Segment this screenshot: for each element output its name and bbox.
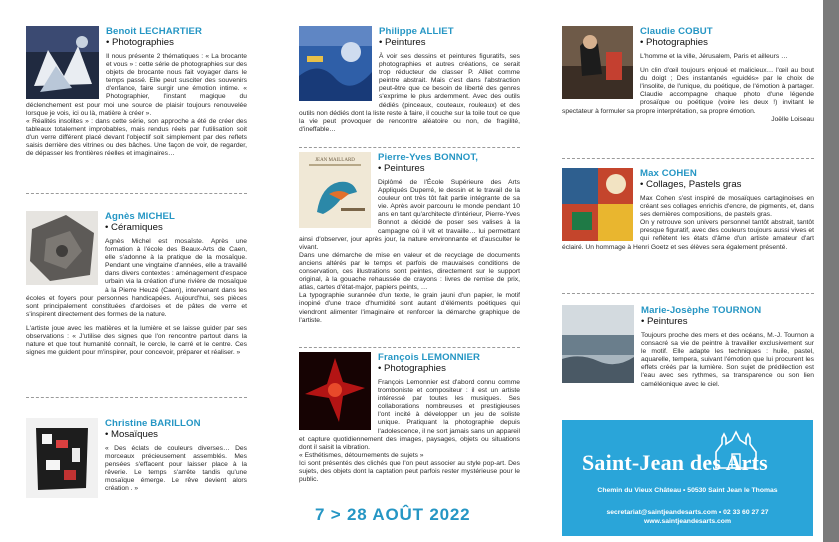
artwork-thumbnail — [26, 211, 98, 285]
artwork-thumbnail — [299, 26, 372, 101]
artist-entry-lechartier — [26, 26, 247, 158]
artist-text: Un clin d'œil toujours enjoué et malicieux… l'œil au bout du doigt ; Des instantanés «guidés» par le choix de l'insolite, de l'unique, du poétique, de l'émotion à partager. Claudie accompagne chaque photo d'une légende prosaïque ou poétique (voire les deux !) invitant le spectateur à formuler sa propre interprétation, sa propre émotion. — [562, 67, 814, 115]
brand-logo: Saint-Jean des Arts — [582, 450, 768, 475]
artist-text: À voir ses dessins et peintures figuratifs, ses photographies et autres créations, ce serait trop réducteur de classer P. Alliet comme peintre abstrait. Mais c'est dans l'abstraction peut-être que ce besoin de liberté des genres s'exprime le plus ardemment. Avec des outils dédiés (pinceaux, couteaux, rouleaux) et des outils non dédiés dont la liste reste à faire, il couche sur la toile tout ce que la vie peut provoquer de rencontre aléatoire ou non, de fragilité, d'ineffable… — [299, 53, 520, 133]
artist-text: Agnès Michel est mosaïste. Après une formation à l'école des Beaux-Arts de Caen, elle s'adonne à la pratique de la mosaïque. Pendant une vingtaine d'années, elle a travaillé dans divers contextes : aménagement d'espace urbain via la création d'une rivière de mosaïque à la Pierre Heuzé (Caen), intervenant dans les écoles et foyers pour personnes handicapées. Aujourd'hui, ses pièces sont principalement constituées d'ardoises et de pâtes de verre et s'inspirent directement des formes de la nature. — [26, 238, 247, 318]
artist-name: Marie-Josèphe TOURNON — [641, 305, 762, 316]
event-dates: 7 > 28 AOÛT 2022 — [315, 505, 471, 524]
artist-text: Dans une démarche de mise en valeur et de recyclage de documents anciens altérés par le temps et parfois de mauvaises conditions de conservation, ces illustrations sont peintes, directement sur le support original, à la gouache rehaussée de crayons : livres de remise de prix, atlas, cartes d'état-major, papiers peints, … — [299, 251, 520, 292]
artist-entry-bonnot — [299, 152, 520, 325]
artist-name: Philippe ALLIET — [379, 26, 454, 37]
artist-category: • Photographies — [299, 363, 520, 375]
artist-category: • Collages, Pastels gras — [562, 179, 814, 191]
page-edge — [823, 0, 839, 542]
artist-text: « Réalités insolites » : dans cette série, son approche a été de créer des tableaux totalement improbables, mais rendus réels par l'utilisation soit d'un verre différent placé devant l'objectif soit simplement par des reflets saisis derrière des vitrines ou des bâches. Une façon de voir, de regarder, de dépasser les frontières réelles et imaginaires… — [26, 117, 247, 158]
artist-entry-lemonnier — [299, 352, 520, 484]
artist-category: • Peintures — [562, 316, 814, 328]
divider — [26, 397, 247, 398]
artist-name: Max COHEN — [640, 168, 697, 179]
artist-entry-cobut — [562, 26, 814, 124]
artwork-thumbnail — [299, 352, 371, 430]
brand-box — [562, 420, 813, 536]
divider — [562, 293, 814, 294]
artist-name: Agnès MICHEL — [105, 211, 175, 222]
artist-text: La typographie surannée d'un texte, le grain jauni d'un papier, le motif inopiné d'une trace d'humidité sont autant d'éléments poétiques qui viendront alimenter l'imaginaire et renforcer la démarche graphique de l'artiste. — [299, 292, 520, 324]
artist-entry-cohen — [562, 168, 814, 252]
artwork-thumbnail — [299, 152, 371, 228]
artist-category: • Photographies — [26, 37, 247, 49]
divider — [299, 347, 520, 348]
brand-website[interactable]: www.saintjeandesarts.com — [643, 518, 731, 525]
artwork-thumbnail — [562, 26, 633, 99]
divider — [26, 193, 247, 194]
brand-contact — [562, 508, 813, 526]
artist-signature: Joëlle Loiseau — [771, 115, 814, 123]
divider — [299, 147, 520, 148]
artist-text: Toujours proche des mers et des océans, M.-J. Tournon a consacré sa vie de peintre à travailler exclusivement sur le motif. Elle adapte les techniques : huile, pastel, aquarelle, tempera, suivant l'émotion que lui procurent les effets créés par la lumière. Son sujet de prédilection est l'eau avec ses rythmes, sa transparence ou son lien caméléonique avec le ciel. — [641, 332, 814, 388]
artist-category: • Photographies — [562, 37, 814, 49]
artist-text: François Lemonnier est d'abord connu comme tromboniste et compositeur : il est un artiste intéressé par toutes les musiques. Ses collaborations nombreuses et prestigieuses l'ont incité à développer un jeu de soliste unique. Pratiquant la photographie depuis l'adolescence, il ne sort jamais sans un appareil et capture quotidiennement des images, paysages, objets ou situations dont il saisit la vibration. — [299, 379, 520, 451]
artist-text: On y retrouve son univers personnel tantôt abstrait, tantôt presque figuratif, avec des couleurs toujours aussi vives et qui reflètent les états d'âme d'un artiste amateur d'art éclairé. Un hommage à Henri Goetz et ses élèves sera également présenté. — [562, 219, 814, 251]
artist-text: « Des éclats de couleurs diverses… Des morceaux précieusement assemblés. Mes pensées s'effacent pour laisser place à la rêverie. Le temps s'arrête tandis qu'une mosaïque émerge. Le rêve devient alors création . » — [105, 445, 247, 493]
artwork-thumbnail — [562, 305, 634, 383]
artist-name: Christine BARILLON — [105, 418, 201, 429]
artist-entry-michel — [26, 211, 247, 357]
artwork-thumbnail — [562, 168, 633, 241]
brand-email-phone[interactable]: secretariat@saintjeandesarts.com • 02 33 60 27 27 — [606, 509, 769, 516]
artist-category: • Peintures — [299, 37, 520, 49]
artist-text: Il nous présente 2 thématiques : « La brocante et vous » : cette série de photographies sur des objets de brocante nous fait voyager dans le temps passé. Elle peut susciter des souvenirs d'enfance, faire surgir une émotion intime. « Photographier, l'instant magique du déclenchement est pour moi une source de plaisir toujours renouvelée lorsque je vois, ici ou là, matière à créer ». — [26, 53, 247, 117]
artwork-thumbnail — [26, 418, 98, 498]
artist-category: • Peintures — [299, 163, 520, 175]
artist-entry-tournon — [562, 305, 814, 389]
artist-name: Benoit LECHARTIER — [106, 26, 203, 37]
artist-category: • Mosaïques — [26, 429, 247, 441]
artist-name: François LEMONNIER — [378, 352, 481, 363]
book-cover-text: JEAN MAILLARD — [315, 158, 355, 163]
artist-name: Claudie COBUT — [640, 26, 713, 37]
artist-text: Max Cohen s'est inspiré de mosaïques cartaginoises en créant ses collages enrichis d'encre, de pigments, et, dans ses dernières compositions, de pastels gras. — [640, 195, 814, 219]
artist-entry-alliet — [299, 26, 520, 134]
artist-text: L'homme et la ville, Jérusalem, Paris et ailleurs … — [640, 53, 788, 60]
artist-name: Pierre-Yves BONNOT, — [378, 152, 479, 163]
artist-entry-barillon — [26, 418, 247, 500]
artwork-thumbnail — [26, 26, 99, 99]
artist-text: L'artiste joue avec les matières et la lumière et se laisse guider par ses observations : « J'utilise des signes que l'on rencontre partout dans la nature et que tout humanité connaît, le cercle, le carré et le centre. Ces signes me guident pour m'inspirer, pour concevoir, préparer et réaliser. » — [26, 324, 247, 357]
artist-text: Diplômé de l'École Supérieure des Arts Appliqués Duperré, le dessin et le travail de la couleur ont très tôt fait partie intégrante de sa vie. Après avoir parcouru le monde pendant 10 ans en tant qu'architecte d'intérieur, Pierre-Yves Bonnot a décidé de poser ses valises à la campagne où il vit et travaille… lui permettant ainsi d'observer, jour après jour, la nature environnante et d'ausculter le vivant. — [299, 179, 520, 251]
artist-text: « Esthétismes, détournements de sujets » — [299, 451, 424, 459]
artist-text: Ici sont présentés des clichés que l'on peut associer au style pop-art. Des sujets, des objets dont la captation peut parfois rester mystérieuse pour le public. — [299, 459, 520, 484]
artist-category: • Céramiques — [26, 222, 247, 234]
divider — [562, 158, 814, 159]
brand-address: Chemin du Vieux Château • 50530 Saint Jean le Thomas — [597, 487, 778, 494]
